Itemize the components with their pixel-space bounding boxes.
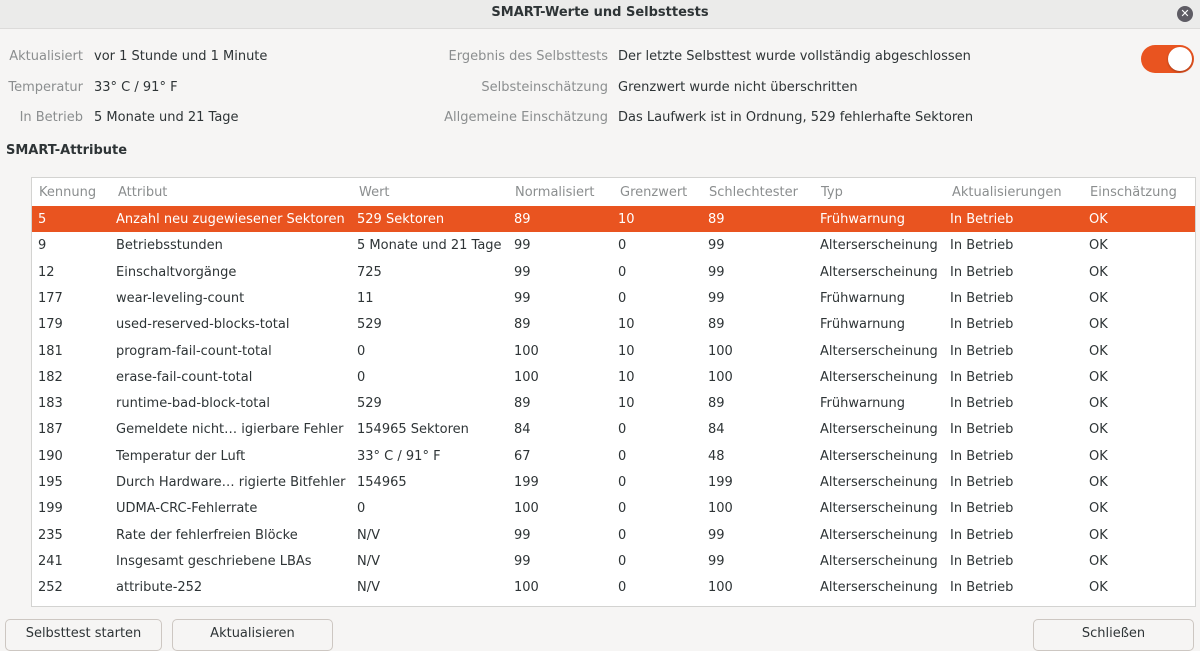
cell-assessment: OK: [1089, 580, 1108, 596]
cell-assessment: OK: [1089, 317, 1108, 333]
cell-id: 9: [38, 238, 47, 254]
cell-normalized: 67: [514, 448, 531, 464]
cell-type: Alterserscheinung: [820, 369, 938, 385]
cell-normalized: 199: [514, 475, 539, 490]
cell-normalized: 89: [514, 317, 531, 333]
table-row[interactable]: [32, 469, 1195, 495]
cell-normalized: 100: [514, 501, 539, 517]
table-row[interactable]: [32, 232, 1195, 258]
section-title-smart-attributes: SMART-Attribute: [6, 143, 128, 158]
cell-attribute: Betriebsstunden: [116, 238, 223, 254]
table-row[interactable]: [32, 416, 1195, 442]
cell-assessment: OK: [1089, 475, 1108, 490]
cell-id: 190: [38, 448, 63, 464]
cell-threshold: 10: [618, 212, 635, 227]
cell-id: 187: [38, 422, 63, 438]
cell-threshold: 10: [618, 343, 635, 359]
cell-id: 199: [38, 501, 63, 517]
cell-updates: In Betrieb: [950, 553, 1014, 569]
cell-worst: 99: [708, 290, 725, 306]
column-header-updates[interactable]: Aktualisierungen: [952, 185, 1062, 200]
cell-attribute: Anzahl neu zugewiesener Sektoren: [116, 212, 345, 227]
cell-attribute: attribute-252: [116, 580, 203, 596]
cell-type: Alterserscheinung: [820, 580, 938, 596]
cell-attribute: Durch Hardware… rigierte Bitfehler: [116, 475, 346, 490]
cell-normalized: 99: [514, 553, 531, 569]
cell-type: Alterserscheinung: [820, 501, 938, 517]
cell-id: 177: [38, 290, 63, 306]
info-uptime-value: 5 Monate und 21 Tage: [94, 110, 239, 125]
cell-normalized: 99: [514, 290, 531, 306]
info-selftest-result-value: Der letzte Selbsttest wurde vollständig abgeschlossen: [618, 49, 971, 64]
cell-worst: 100: [708, 501, 733, 517]
cell-assessment: OK: [1089, 448, 1108, 464]
info-overall-assessment-label: Allgemeine Einschätzung: [444, 110, 608, 125]
cell-attribute: Temperatur der Luft: [116, 448, 246, 464]
cell-updates: In Betrieb: [950, 580, 1014, 596]
table-row[interactable]: [32, 285, 1195, 311]
cell-id: 179: [38, 317, 63, 333]
cell-value: 11: [357, 290, 374, 306]
cell-assessment: OK: [1089, 527, 1108, 543]
cell-worst: 99: [708, 238, 725, 254]
cell-assessment: OK: [1089, 396, 1108, 412]
cell-id: 235: [38, 527, 63, 543]
cell-assessment: OK: [1089, 290, 1108, 306]
cell-updates: In Betrieb: [950, 343, 1014, 359]
cell-value: N/V: [357, 580, 380, 596]
cell-type: Alterserscheinung: [820, 238, 938, 254]
cell-assessment: OK: [1089, 343, 1108, 359]
cell-value: 725: [357, 264, 382, 280]
cell-attribute: used-reserved-blocks-total: [116, 317, 290, 333]
cell-normalized: 100: [514, 343, 539, 359]
table-row[interactable]: [32, 574, 1195, 600]
cell-updates: In Betrieb: [950, 212, 1014, 227]
cell-threshold: 0: [618, 553, 627, 569]
cell-id: 195: [38, 475, 63, 490]
cell-type: Frühwarnung: [820, 290, 906, 306]
cell-worst: 89: [708, 317, 725, 333]
close-button[interactable]: Schließen: [1033, 619, 1194, 651]
cell-worst: 99: [708, 553, 725, 569]
info-temperature-label: Temperatur: [8, 80, 83, 95]
cell-normalized: 99: [514, 264, 531, 280]
cell-attribute: Rate der fehlerfreien Blöcke: [116, 527, 298, 543]
cell-normalized: 84: [514, 422, 531, 438]
info-uptime-label: In Betrieb: [19, 110, 83, 125]
cell-updates: In Betrieb: [950, 317, 1014, 333]
cell-threshold: 0: [618, 501, 627, 517]
cell-type: Frühwarnung: [820, 317, 906, 333]
cell-threshold: 0: [618, 475, 627, 490]
start-selftest-button[interactable]: Selbsttest starten: [5, 619, 162, 651]
cell-attribute: wear-leveling-count: [116, 290, 245, 306]
table-row[interactable]: [32, 390, 1195, 416]
cell-worst: 99: [708, 527, 725, 543]
cell-normalized: 100: [514, 580, 539, 596]
cell-value: 529: [357, 396, 382, 412]
table-row[interactable]: [32, 206, 1195, 232]
cell-threshold: 0: [618, 527, 627, 543]
table-row[interactable]: [32, 364, 1195, 390]
cell-attribute: erase-fail-count-total: [116, 369, 253, 385]
cell-updates: In Betrieb: [950, 238, 1014, 254]
cell-attribute: UDMA-CRC-Fehlerrate: [116, 501, 258, 517]
title-bar: [0, 0, 1200, 29]
cell-id: 5: [38, 212, 47, 227]
cell-threshold: 0: [618, 422, 627, 438]
cell-value: 529: [357, 317, 382, 333]
cell-id: 12: [38, 264, 55, 280]
smart-enable-toggle[interactable]: [1141, 45, 1194, 73]
cell-normalized: 99: [514, 527, 531, 543]
column-header-attribute[interactable]: Attribut: [118, 185, 168, 200]
cell-attribute: program-fail-count-total: [116, 343, 272, 359]
cell-worst: 99: [708, 264, 725, 280]
cell-value: 0: [357, 343, 366, 359]
info-updated-label: Aktualisiert: [9, 49, 83, 64]
cell-normalized: 89: [514, 396, 531, 412]
cell-value: 154965: [357, 475, 407, 490]
cell-id: 183: [38, 396, 63, 412]
cell-type: Alterserscheinung: [820, 475, 938, 490]
window-title: SMART-Werte und Selbsttests: [491, 5, 709, 20]
column-header-id[interactable]: Kennung: [39, 185, 97, 200]
table-row[interactable]: [32, 522, 1195, 548]
cell-updates: In Betrieb: [950, 264, 1014, 280]
cell-normalized: 100: [514, 369, 539, 385]
cell-type: Frühwarnung: [820, 396, 906, 412]
cell-worst: 100: [708, 369, 733, 385]
cell-type: Alterserscheinung: [820, 343, 938, 359]
cell-value: 5 Monate und 21 Tage: [357, 238, 502, 254]
cell-id: 241: [38, 553, 63, 569]
cell-updates: In Betrieb: [950, 290, 1014, 306]
cell-worst: 100: [708, 580, 733, 596]
cell-value: 0: [357, 501, 366, 517]
cell-updates: In Betrieb: [950, 369, 1014, 385]
cell-threshold: 0: [618, 238, 627, 254]
cell-assessment: OK: [1089, 553, 1108, 569]
cell-type: Alterserscheinung: [820, 553, 938, 569]
column-header-value[interactable]: Wert: [359, 185, 390, 200]
cell-type: Alterserscheinung: [820, 448, 938, 464]
cell-assessment: OK: [1089, 501, 1108, 517]
cell-value: 0: [357, 369, 366, 385]
column-header-worst[interactable]: Schlechtester: [709, 185, 798, 200]
info-updated-value: vor 1 Stunde und 1 Minute: [94, 49, 268, 64]
cell-threshold: 10: [618, 396, 635, 412]
cell-id: 181: [38, 343, 63, 359]
cell-threshold: 10: [618, 369, 635, 385]
cell-value: N/V: [357, 553, 380, 569]
refresh-button[interactable]: Aktualisieren: [172, 619, 333, 651]
cell-assessment: OK: [1089, 238, 1108, 254]
cell-type: Frühwarnung: [820, 212, 906, 227]
cell-worst: 48: [708, 448, 725, 464]
cell-value: 33° C / 91° F: [357, 448, 441, 464]
table-row[interactable]: [32, 338, 1195, 364]
table-row[interactable]: [32, 495, 1195, 521]
column-header-type[interactable]: Typ: [821, 185, 843, 200]
cell-id: 252: [38, 580, 63, 596]
cell-updates: In Betrieb: [950, 527, 1014, 543]
cell-assessment: OK: [1089, 422, 1108, 438]
table-row[interactable]: [32, 443, 1195, 469]
close-icon[interactable]: ✕: [1177, 6, 1193, 22]
cell-worst: 89: [708, 212, 725, 227]
toggle-knob[interactable]: [1168, 47, 1192, 71]
column-header-threshold[interactable]: Grenzwert: [620, 185, 688, 200]
cell-attribute: runtime-bad-block-total: [116, 396, 270, 412]
cell-value: 529 Sektoren: [357, 212, 445, 227]
table-row[interactable]: [32, 259, 1195, 285]
cell-threshold: 0: [618, 448, 627, 464]
column-header-normalized[interactable]: Normalisiert: [515, 185, 595, 200]
info-self-assessment-label: Selbsteinschätzung: [481, 80, 608, 95]
table-row[interactable]: [32, 311, 1195, 337]
cell-updates: In Betrieb: [950, 448, 1014, 464]
cell-normalized: 99: [514, 238, 531, 254]
info-overall-assessment-value: Das Laufwerk ist in Ordnung, 529 fehlerhafte Sektoren: [618, 110, 974, 125]
cell-threshold: 10: [618, 317, 635, 333]
info-temperature-value: 33° C / 91° F: [94, 80, 178, 95]
cell-updates: In Betrieb: [950, 475, 1014, 490]
cell-type: Alterserscheinung: [820, 527, 938, 543]
column-header-assessment[interactable]: Einschätzung: [1090, 185, 1177, 200]
cell-threshold: 0: [618, 264, 627, 280]
info-selftest-result-label: Ergebnis des Selbsttests: [448, 49, 608, 64]
cell-threshold: 0: [618, 290, 627, 306]
table-row[interactable]: [32, 548, 1195, 574]
cell-threshold: 0: [618, 580, 627, 596]
cell-updates: In Betrieb: [950, 396, 1014, 412]
cell-assessment: OK: [1089, 369, 1108, 385]
cell-value: N/V: [357, 527, 380, 543]
cell-worst: 100: [708, 343, 733, 359]
cell-value: 154965 Sektoren: [357, 422, 469, 438]
table-header: [32, 178, 1195, 205]
cell-updates: In Betrieb: [950, 501, 1014, 517]
cell-worst: 199: [708, 475, 733, 490]
cell-type: Alterserscheinung: [820, 264, 938, 280]
smart-attributes-table[interactable]: [31, 177, 1196, 607]
cell-attribute: Insgesamt geschriebene LBAs: [116, 553, 312, 569]
info-self-assessment-value: Grenzwert wurde nicht überschritten: [618, 80, 858, 95]
cell-worst: 89: [708, 396, 725, 412]
cell-attribute: Einschaltvorgänge: [116, 264, 237, 280]
cell-type: Alterserscheinung: [820, 422, 938, 438]
cell-assessment: OK: [1089, 264, 1108, 280]
cell-attribute: Gemeldete nicht… igierbare Fehler: [116, 422, 344, 438]
cell-assessment: OK: [1089, 212, 1108, 227]
cell-normalized: 89: [514, 212, 531, 227]
cell-worst: 84: [708, 422, 725, 438]
cell-id: 182: [38, 369, 63, 385]
cell-updates: In Betrieb: [950, 422, 1014, 438]
